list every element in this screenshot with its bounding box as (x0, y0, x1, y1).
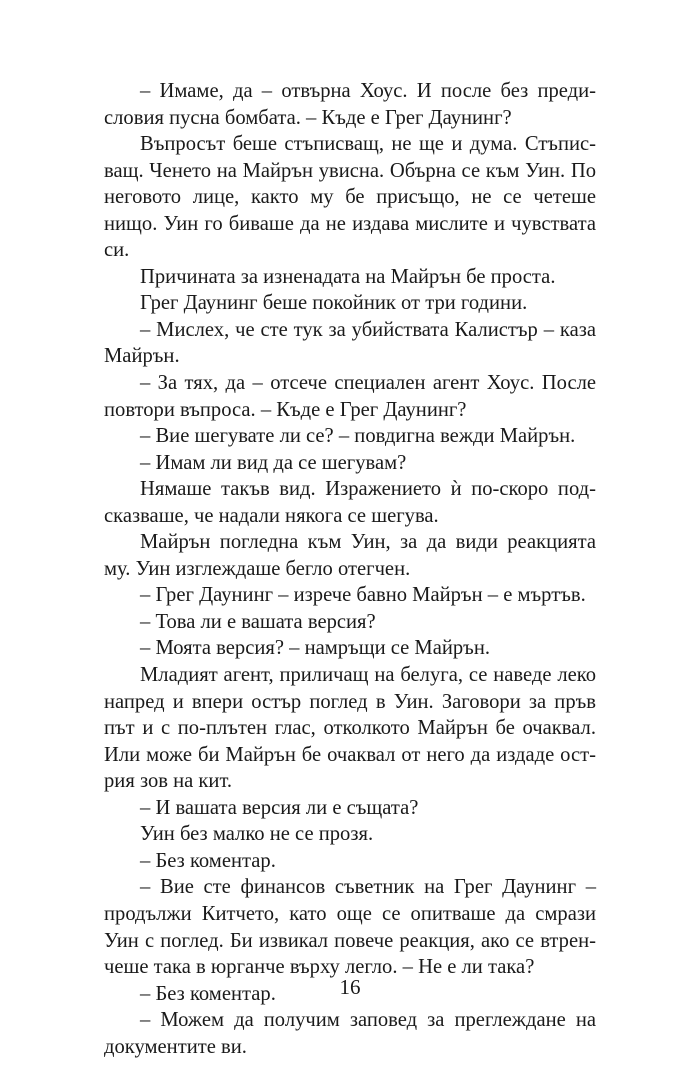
paragraph: Въпросът беше стъписващ, не ще и дума. Стъписващ. Ченето на Майрън увисна. Обърна се към Уин. По неговото лице, както му бе присъщо, не се четеше нищо. Уин го биваше да не издава мислите и чувствата си. (104, 133, 596, 262)
paragraph: – Вие шегувате ли се? – повдигна вежди Майрън. (140, 425, 576, 448)
paragraph: – За тях, да – отсече специален агент Хоус. После повтори въпроса. – Къде е Грег Даунинг? (104, 372, 596, 421)
paragraph: – Грег Даунинг – изрече бавно Майрън – е мъртъв. (140, 584, 586, 607)
paragraph: Младият агент, приличащ на белуга, се наведе леко напред и впери остър поглед в Уин. Заговори за пръв път и с по-плътен глас, отколкото Майрън бе очаквал. Или може би Майрън бе очаквал от него да издаде острия зов на кит. (104, 664, 596, 793)
paragraph: – Мислех, че сте тук за убийствата Калистър – каза Майрън. (104, 318, 596, 368)
paragraph: – Имаме, да – отвърна Хоус. И после без предисловия пусна бомбата. – Къде е Грег Даунинг? (104, 80, 596, 129)
paragraph: – Без коментар. (140, 982, 276, 1005)
paragraph: – И вашата версия ли е същата? (140, 796, 419, 819)
paragraph: – Имам ли вид да се шегувам? (140, 451, 407, 474)
paragraph: – Можем да получим заповед за преглеждане на документите ви. (104, 1009, 596, 1058)
paragraph: Причината за изненадата на Майрън бе проста. (140, 265, 556, 288)
paragraph: – Вие сте финансов съветник на Грег Даунинг – продължи Китчето, като още се опитваше да смрази Уин с поглед. Би извикал повече реакция, ако се втренчеше така в юрганче върху легло. – Не е ли така? (104, 876, 596, 979)
paragraph: – Това ли е вашата версия? (140, 610, 376, 633)
page-number: 16 (339, 975, 361, 999)
paragraph: Уин без малко не се прозя. (140, 823, 374, 846)
paragraph: Майрън погледна към Уин, за да види реакцията му. Уин изглеждаше бегло отегчен. (104, 531, 596, 580)
paragraph: Грег Даунинг беше покойник от три години. (140, 292, 528, 315)
body-text (104, 78, 596, 1060)
paragraph: – Без коментар. (140, 849, 276, 872)
paragraph: – Моята версия? – намръщи се Майрън. (140, 637, 491, 660)
paragraph: Нямаше такъв вид. Изражението ѝ по-скоро подсказваше, че надали някога се шегува. (104, 478, 596, 527)
